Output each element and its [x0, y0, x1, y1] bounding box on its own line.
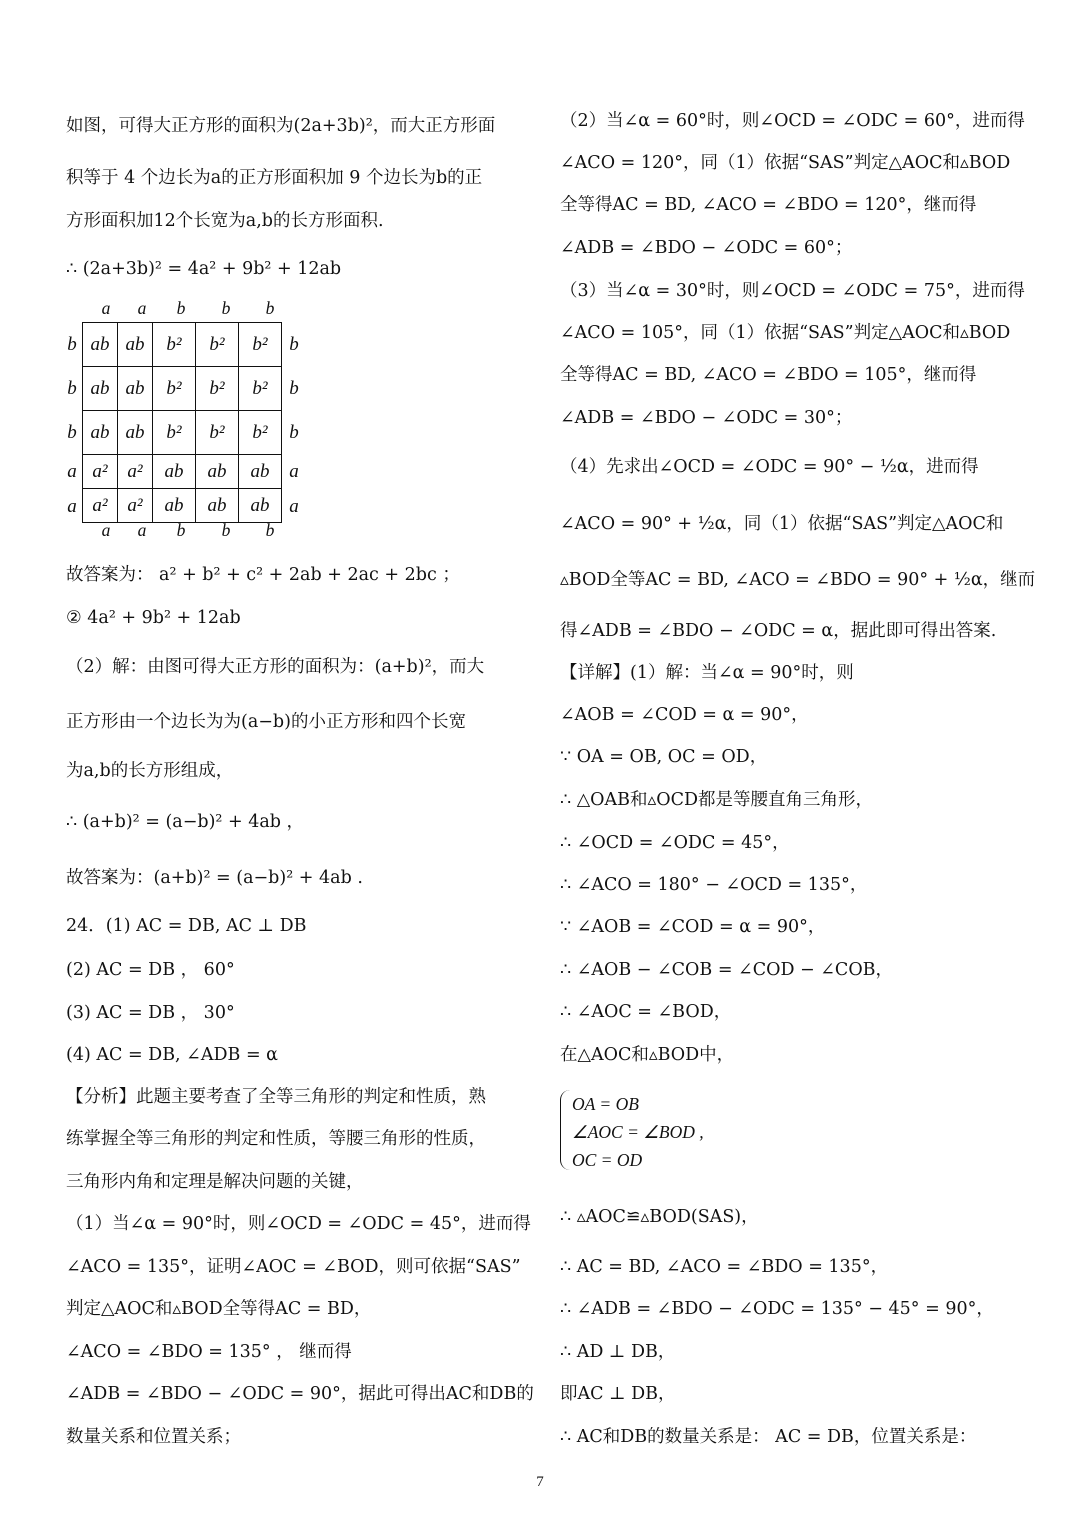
solution-line: 全等得AC = BD, ∠ACO = ∠BDO = 120°，继而得 — [560, 195, 977, 215]
grid-label: b — [289, 378, 299, 399]
grid-label: a — [67, 496, 77, 517]
brace-line: ∠AOC = ∠BOD , — [572, 1122, 704, 1142]
solution-line: ∠ADB = ∠BDO − ∠ODC = 60°； — [560, 238, 853, 258]
proof-line: ∴ ▵AOC≌▵BOD(SAS)， — [560, 1207, 759, 1227]
grid-cell: b² — [153, 323, 196, 367]
grid-cell: a² — [118, 455, 153, 489]
brace-icon — [560, 1090, 571, 1170]
solution-line: 得∠ADB = ∠BDO − ∠ODC = α，据此即可得出答案. — [560, 621, 997, 641]
proof-line: ∴ ∠ACO = 180° − ∠OCD = 135°， — [560, 875, 868, 895]
solution-line: （2）当∠α = 60°时，则∠OCD = ∠ODC = 60°，进而得 — [560, 111, 1025, 131]
grid-cell: a² — [83, 455, 118, 489]
answer-line: 故答案为：(a+b)² = (a−b)² + 4ab . — [66, 868, 363, 888]
grid-cell: b² — [196, 411, 239, 455]
grid-label: a — [289, 496, 299, 517]
grid-cell: ab — [83, 323, 118, 367]
grid-row — [83, 367, 282, 411]
equation: ∴ (a+b)² = (a−b)² + 4ab ， — [66, 812, 305, 832]
equation: ∴ (2a+3b)² = 4a² + 9b² + 12ab — [66, 259, 342, 279]
paragraph-line: 如图，可得大正方形的面积为(2a+3b)²，而大正方形面 — [66, 116, 496, 136]
analysis-line: （1）当∠α = 90°时，则∠OCD = ∠ODC = 45°，进而得 — [66, 1214, 531, 1234]
grid-label: a — [101, 298, 111, 318]
proof-line: ∴ AC和DB的数量关系是： AC = DB，位置关系是： — [560, 1427, 977, 1447]
grid-cell: b² — [196, 323, 239, 367]
grid-cell: b² — [239, 411, 282, 455]
proof-line: 即AC ⊥ DB， — [560, 1384, 676, 1404]
grid-label: a — [289, 461, 299, 482]
answer-line: (4) AC = DB, ∠ADB = α — [66, 1045, 278, 1065]
proof-line: ∴ ∠AOC = ∠BOD， — [560, 1002, 732, 1022]
solution-line: 全等得AC = BD, ∠ACO = ∠BDO = 105°，继而得 — [560, 365, 977, 385]
grid-cell: ab — [83, 411, 118, 455]
grid-label: b — [265, 520, 275, 540]
solution-line: （4）先求出∠OCD = ∠ODC = 90° − ½α，进而得 — [560, 457, 979, 477]
grid-label: a — [137, 298, 147, 318]
proof-line: ∴ ∠AOB − ∠COB = ∠COD − ∠COB， — [560, 960, 894, 980]
answer-line: 故答案为： a² + b² + c² + 2ab + 2ac + 2bc ； — [66, 565, 460, 585]
grid-cell: a² — [83, 489, 118, 523]
grid-cell: ab — [118, 367, 153, 411]
proof-line: ∵ OA = OB, OC = OD， — [560, 747, 768, 767]
grid-row — [83, 323, 282, 367]
grid-label: b — [289, 422, 299, 443]
grid-cell: b² — [153, 411, 196, 455]
solution-line: （3）当∠α = 30°时，则∠OCD = ∠ODC = 75°，进而得 — [560, 281, 1025, 301]
grid-label: b — [221, 298, 231, 318]
solution-line: ▵BOD全等AC = BD, ∠ACO = ∠BDO = 90° + ½α，继而 — [560, 570, 1036, 590]
answer-line: 24．(1) AC = DB, AC ⊥ DB — [66, 916, 307, 936]
proof-line: ∵ ∠AOB = ∠COD = α = 90°， — [560, 917, 826, 937]
brace-line: OA = OB — [572, 1094, 639, 1114]
answer-line: (2) AC = DB ， 60° — [66, 960, 235, 980]
grid-label: b — [67, 334, 77, 355]
grid-label: a — [101, 520, 111, 540]
proof-line: 在△AOC和▵BOD中， — [560, 1045, 735, 1065]
analysis-line: ∠ADB = ∠BDO − ∠ODC = 90°，据此可得出AC和DB的 — [66, 1384, 534, 1404]
grid-row — [83, 411, 282, 455]
grid-label: b — [67, 422, 77, 443]
grid-label: b — [289, 334, 299, 355]
analysis-line: ∠ACO = 135°，证明∠AOC = ∠BOD，则可依据“SAS” — [66, 1257, 521, 1277]
proof-line: ∴ AD ⊥ DB， — [560, 1342, 676, 1362]
analysis-line: 三角形内角和定理是解决问题的关键， — [66, 1172, 364, 1192]
area-grid — [82, 322, 282, 523]
grid-cell: ab — [239, 455, 282, 489]
grid-label: b — [265, 298, 275, 318]
grid-cell: b² — [196, 367, 239, 411]
grid-label: a — [67, 461, 77, 482]
grid-cell: b² — [153, 367, 196, 411]
grid-cell: a² — [118, 489, 153, 523]
solution-line: ∠ACO = 105°，同（1）依据“SAS”判定△AOC和▵BOD — [560, 323, 1011, 343]
paragraph-line: 积等于 4 个边长为a的正方形面积加 9 个边长为b的正 — [66, 168, 483, 188]
proof-line: ∴ △OAB和▵OCD都是等腰直角三角形， — [560, 790, 874, 810]
grid-cell: ab — [153, 455, 196, 489]
analysis-line: ∠ACO = ∠BDO = 135° ， 继而得 — [66, 1342, 352, 1362]
grid-row — [83, 489, 282, 523]
grid-cell: ab — [118, 323, 153, 367]
proof-line: ∠AOB = ∠COD = α = 90°， — [560, 705, 809, 725]
analysis-line: 数量关系和位置关系； — [66, 1427, 241, 1447]
grid-row — [83, 455, 282, 489]
grid-cell: ab — [153, 489, 196, 523]
grid-label: b — [221, 520, 231, 540]
analysis-line: 【分析】此题主要考查了全等三角形的判定和性质，熟 — [66, 1087, 486, 1107]
proof-line: ∴ ∠ADB = ∠BDO − ∠ODC = 135° − 45° = 90°， — [560, 1299, 994, 1319]
area-grid-figure — [66, 298, 326, 548]
grid-label: b — [176, 298, 186, 318]
proof-line: ∴ AC = BD, ∠ACO = ∠BDO = 135°， — [560, 1257, 889, 1277]
grid-cell: b² — [239, 367, 282, 411]
solution-line: ∠ACO = 120°，同（1）依据“SAS”判定△AOC和▵BOD — [560, 153, 1011, 173]
grid-cell: ab — [196, 455, 239, 489]
grid-cell: ab — [83, 367, 118, 411]
condition-brace — [560, 1090, 760, 1174]
answer-line: ② 4a² + 9b² + 12ab — [66, 608, 241, 628]
analysis-line: 判定△AOC和▵BOD全等得AC = BD， — [66, 1299, 372, 1319]
paragraph-line: 为a,b的长方形组成， — [66, 761, 234, 781]
grid-cell: ab — [118, 411, 153, 455]
solution-line: ∠ACO = 90° + ½α，同（1）依据“SAS”判定△AOC和 — [560, 514, 1004, 534]
grid-cell: ab — [196, 489, 239, 523]
paragraph-line: 方形面积加12个长宽为a,b的长方形面积. — [66, 211, 384, 231]
paragraph-line: 正方形由一个边长为为(a−b)的小正方形和四个长宽 — [66, 712, 466, 732]
grid-label: a — [137, 520, 147, 540]
detail-heading: 【详解】(1）解：当∠α = 90°时，则 — [560, 663, 854, 683]
answer-line: (3) AC = DB ， 30° — [66, 1003, 235, 1023]
proof-line: ∴ ∠OCD = ∠ODC = 45°， — [560, 833, 790, 853]
analysis-line: 练掌握全等三角形的判定和性质，等腰三角形的性质， — [66, 1129, 486, 1149]
grid-label: b — [176, 520, 186, 540]
grid-cell: ab — [239, 489, 282, 523]
paragraph-line: （2）解：由图可得大正方形的面积为：(a+b)²，而大 — [66, 657, 485, 677]
page-number: 7 — [536, 1474, 544, 1490]
solution-line: ∠ADB = ∠BDO − ∠ODC = 30°； — [560, 408, 853, 428]
brace-line: OC = OD — [572, 1150, 643, 1170]
grid-label: b — [67, 378, 77, 399]
grid-cell: b² — [239, 323, 282, 367]
